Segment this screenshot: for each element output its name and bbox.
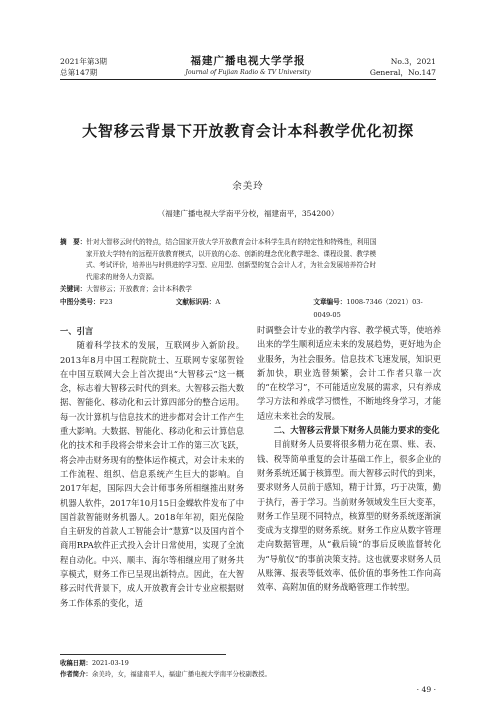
article-meta — [60, 283, 440, 322]
footnote — [60, 658, 440, 680]
keywords-label: 关键词： — [60, 285, 87, 293]
doc-code-label: 文献标识码： — [175, 298, 216, 306]
body-column-right — [257, 323, 441, 595]
author-bio: 余美玲，女，福建南平人，福建广播电视大学南平分校副教授。 — [91, 670, 271, 678]
body-column-left — [60, 323, 244, 610]
bio-label: 作者简介： — [60, 670, 92, 678]
author-affiliation: （福建广播电视大学南平分校，福建南平，354200） — [157, 209, 339, 218]
doc-code: A — [215, 298, 221, 306]
clc-label: 中图分类号： — [60, 298, 100, 306]
journal-name-en: Journal of Fujian Radio & TV University — [185, 69, 311, 76]
header-rule — [60, 79, 436, 80]
paragraph: 目前财务人员要将很多精力花在票、账、表、钱、税等简单重复的会计基础工作上，很多企业的财务系统还属于核算型。而大智移云时代的到来，要求财务人员前于感知，精于计算，巧于决策，勤于执行，善于学习。当前财务领域发生巨大变革，财务工作呈现不同特点，核算型的财务系统逐渐演变成为支撑型的财务系统。财务工作应从数字管理走向数据管理，从“截后镜”的事后反映监督转化为“导航仪”的事前决策支持。这也就要求财务人员从账簿、报表等低效率、低价值的事务性工作向高效率、高附加值的财务战略管理工作转型。 — [257, 439, 441, 593]
keywords: 大智移云；开放教育；会计本科教学 — [86, 285, 192, 293]
general-number: General，No.147 — [369, 67, 436, 77]
received-date: 2021-03-19 — [91, 659, 129, 667]
journal-issue-en — [370, 57, 436, 78]
paragraph: 时调整会计专业的教学内容、教学模式等，使培养出来的学生顺利适应未来的发展趋势，更好地为企业服务，为社会服务。信息技术飞速发展，知识更新加快，职业选替频繁，会计工作者只靠一次的“在校学习”，不可能适应发展的需求，只有养成学习方法和养成学习惯性，不断地终身学习，才能适应未来社会的发展。 — [257, 325, 441, 421]
abstract-line: 针对大智移云时代的特点，结合国家开放大学开放教育会计本科学生具有的特定性和特殊性，利用国 — [86, 238, 377, 246]
abstract-line: 代需求的财务人力资源。 — [86, 272, 159, 281]
article-no: 1008-7346（2021）03-0049-05 — [313, 298, 423, 319]
page-number: · 49 · — [416, 685, 436, 694]
clc-code: F23 — [99, 298, 113, 306]
abstract-line: 式、考试评价，培养出与时俱进的学习型、应用型、创新型的复合会计人才，为社会发展培养符合时 — [86, 261, 377, 270]
section-heading: 二、大智移云背景下财务人员能力要求的变化 — [273, 425, 440, 436]
abstract — [60, 237, 440, 283]
article-author: 余美玲 — [232, 181, 264, 192]
article-title: 大智移云背景下开放教育会计本科教学优化初探 — [82, 122, 414, 140]
abstract-label: 摘 要： — [60, 238, 87, 246]
received-label: 收稿日期： — [60, 659, 92, 667]
total-issue: 总第147期 — [60, 67, 98, 77]
article-no-label: 文章编号： — [313, 298, 347, 306]
footnote-rule — [60, 654, 226, 655]
journal-name-cn: 福建广播电视大学学报 — [190, 55, 306, 67]
paragraph: 随着科学技术的发展，互联网步入新阶段。2013年8月中国工程院院士、互联网专家邬贺铨在中国互联网大会上首次提出“大智移云”这一概念，标志着大智移云时代的到来。大智移云指大数据、智能化、移动化和云计算四部分的整合运用。每一次计算机与信息技术的进步都对会计工作产生重大影响。大数据、智能化、移动化和云计算信息化的技术和手段将会带来会计工作的第三次飞跃，将会冲击财务现有的整体运作模式，对会计未来的工作流程、组织、信息系统产生巨大的影响。自2017年起，国际四大会计师事务所相继推出财务机器人软件，2017年10月15日金蝶软件发布了中国首款智能财务机器人。2018年年初，阳光保险自主研发的首款人工智能会计“慧算”以及国内首个商用RPA软件正式投入会计日常使用，实现了全流程自动化。中兴、顺丰、海尔等相继应用了财务共享模式，财务工作已呈现出新特点。因此，在大智移云时代背景下，成人开放教育会计专业应根据财务工作体系的变化，适 — [60, 340, 244, 608]
abstract-line: 家开放大学特有的远程开放教育模式，以开放的心态、创新的理念优化教学理念、课程设置、教学模 — [86, 249, 377, 258]
year-issue: 2021年第3期 — [60, 57, 107, 66]
section-heading: 一、引言 — [60, 326, 94, 336]
issue-number: No.3，2021 — [390, 57, 436, 66]
